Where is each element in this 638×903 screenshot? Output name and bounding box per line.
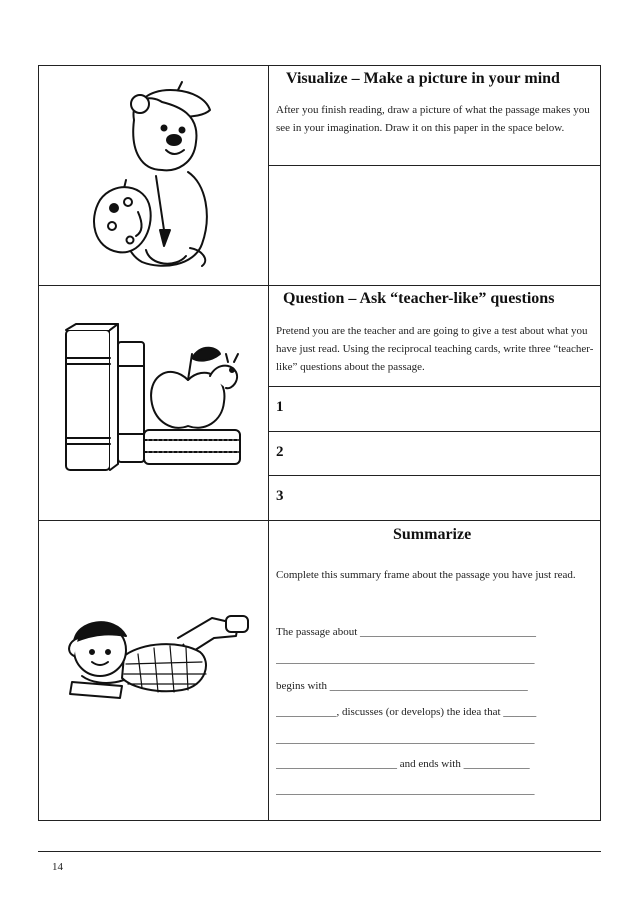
summarize-title: Summarize (393, 526, 472, 543)
question-answer-1[interactable] (290, 388, 598, 430)
question-number-2: 2 (276, 444, 284, 460)
question-answer-2[interactable] (290, 432, 598, 474)
summary-frame-line[interactable]: The passage about ________________________________ (276, 626, 536, 638)
summary-frame-line[interactable]: ______________________ and ends with ____________ (276, 758, 530, 770)
books-apple-worm-icon (60, 318, 250, 478)
footer-rule (38, 851, 601, 852)
row-divider (39, 285, 600, 286)
visualize-instructions: After you finish reading, draw a picture of what the passage makes you see in your imagination. Draw it on this paper in the space below. (276, 104, 590, 134)
question-title: Question – Ask “teacher-like” questions (283, 290, 555, 307)
question-answer-3[interactable] (290, 476, 598, 518)
page-number: 14 (52, 861, 63, 873)
question-number-3: 3 (276, 488, 284, 504)
visualize-title: Visualize – Make a picture in your mind (286, 70, 560, 87)
row-divider (39, 520, 600, 521)
child-reading-icon (62, 612, 252, 702)
summary-frame-line[interactable]: ___________, discusses (or develops) the idea that ______ (276, 706, 537, 718)
bear-painter-icon (90, 80, 220, 270)
summarize-instructions: Complete this summary frame about the passage you have just read. (276, 569, 576, 581)
summary-frame-line[interactable]: _______________________________________________ (276, 784, 535, 796)
question-divider (268, 386, 600, 387)
visualize-drawing-area[interactable] (268, 165, 600, 283)
summary-frame-line[interactable]: begins with ____________________________________ (276, 680, 528, 692)
summary-frame-line[interactable]: _______________________________________________ (276, 733, 535, 745)
summary-frame-line[interactable]: _______________________________________________ (276, 653, 535, 665)
question-number-1: 1 (276, 399, 284, 415)
question-instructions: Pretend you are the teacher and are going to give a test about what you have just read. Using the reciprocal teaching cards, write three “teacher-like” questions about the passage. (276, 325, 594, 373)
